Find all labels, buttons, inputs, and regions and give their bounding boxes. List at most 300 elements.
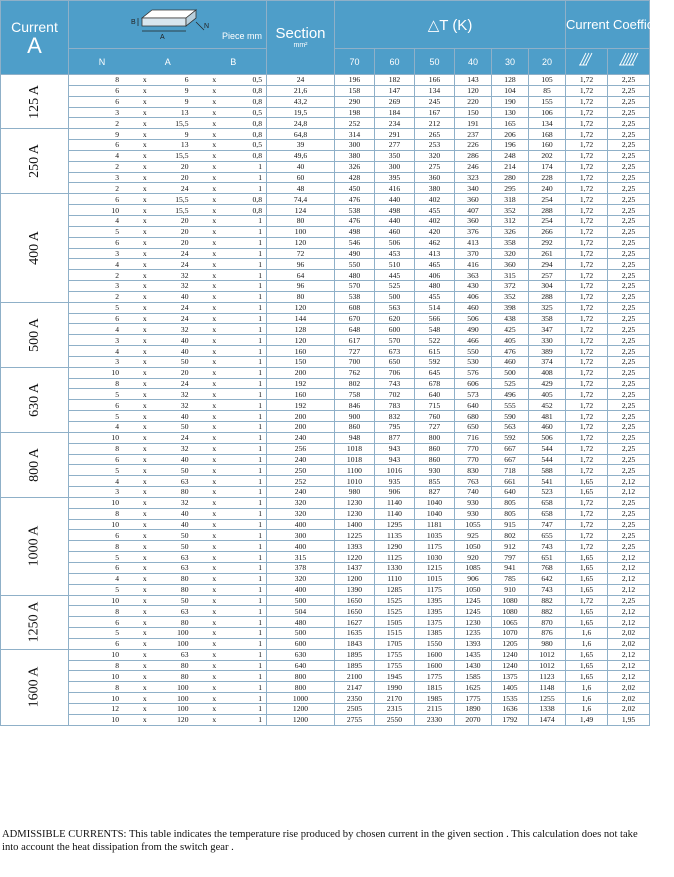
- dt-40-value: 550: [455, 346, 492, 357]
- dt-70-value: 196: [335, 75, 375, 86]
- coef-single-value: 1,72: [566, 595, 608, 606]
- piece-a: 80: [180, 574, 189, 584]
- coef-multi-value: 2,25: [608, 85, 650, 96]
- piece-n: 10: [111, 671, 119, 681]
- piece-a: 120: [177, 715, 189, 725]
- piece-a: 24: [180, 433, 189, 443]
- separator-x: x: [142, 520, 147, 530]
- dt-50-value: 1395: [415, 606, 455, 617]
- dt-20-value: 980: [529, 638, 566, 649]
- piece-dimensions: [69, 649, 267, 660]
- dt-20-value: 1012: [529, 660, 566, 671]
- coef-multi-value: 2,25: [608, 335, 650, 346]
- piece-dimensions: [69, 432, 267, 443]
- piece-dimensions: [69, 400, 267, 411]
- piece-dimensions: [69, 530, 267, 541]
- table-row: [1, 638, 650, 649]
- coef-multi-value: 2,12: [608, 562, 650, 573]
- piece-b: 1: [258, 368, 262, 378]
- separator-x: x: [212, 628, 217, 638]
- separator-x: x: [142, 324, 147, 334]
- table-row: [1, 335, 650, 346]
- separator-x: x: [212, 585, 217, 595]
- separator-x: x: [142, 259, 147, 269]
- dt-30-value: 128: [492, 75, 529, 86]
- separator-x: x: [212, 498, 217, 508]
- table-row: [1, 118, 650, 129]
- coef-multi-value: 2,25: [608, 226, 650, 237]
- dt-30-value: 372: [492, 281, 529, 292]
- dt-20-value: 174: [529, 161, 566, 172]
- dt-50-value: 930: [415, 465, 455, 476]
- section-value: 120: [267, 335, 335, 346]
- piece-dimensions: [69, 291, 267, 302]
- table-body: [1, 75, 650, 726]
- dt-70-value: 428: [335, 172, 375, 183]
- dt-20-value: 254: [529, 194, 566, 205]
- piece-a: 80: [180, 660, 189, 670]
- separator-x: x: [212, 379, 217, 389]
- table-row: [1, 682, 650, 693]
- dt-40-value: 460: [455, 302, 492, 313]
- piece-a: 9: [184, 129, 189, 139]
- separator-x: x: [212, 509, 217, 519]
- current-value: 800 A: [26, 447, 42, 482]
- coef-single-value: 1,72: [566, 226, 608, 237]
- table-row: [1, 443, 650, 454]
- table-row: [1, 291, 650, 302]
- dt-40-value: 930: [455, 508, 492, 519]
- dt-50-value: 1395: [415, 595, 455, 606]
- piece-dimensions: [69, 150, 267, 161]
- dt-60-value: 1515: [375, 628, 415, 639]
- dt-20-value: 134: [529, 118, 566, 129]
- piece-b: 1: [258, 389, 262, 399]
- separator-x: x: [142, 194, 147, 204]
- dt-40-value: 640: [455, 400, 492, 411]
- dt-30-value: 592: [492, 432, 529, 443]
- piece-b: 1: [258, 259, 262, 269]
- separator-x: x: [142, 389, 147, 399]
- piece-b: 0,8: [252, 129, 262, 139]
- section-value: 504: [267, 606, 335, 617]
- separator-x: x: [142, 303, 147, 313]
- coef-single-value: 1,49: [566, 714, 608, 725]
- section-value: 250: [267, 465, 335, 476]
- coef-single-value: 1,72: [566, 541, 608, 552]
- separator-x: x: [142, 346, 147, 356]
- coef-multi-value: 2,12: [608, 660, 650, 671]
- piece-dimensions: [69, 682, 267, 693]
- coef-multi-value: 2,12: [608, 649, 650, 660]
- separator-x: x: [142, 216, 147, 226]
- separator-x: x: [212, 270, 217, 280]
- dt-50-value: 275: [415, 161, 455, 172]
- piece-dimensions: [69, 443, 267, 454]
- piece-dimensions: [69, 118, 267, 129]
- coef-single-value: 1,72: [566, 378, 608, 389]
- separator-x: x: [212, 173, 217, 183]
- piece-dimensions: [69, 367, 267, 378]
- dt-40-value: 370: [455, 248, 492, 259]
- table-row: [1, 346, 650, 357]
- coef-multi-value: 2,25: [608, 389, 650, 400]
- table-row: [1, 508, 650, 519]
- section-unit: mm²: [293, 42, 308, 49]
- table-row: [1, 324, 650, 335]
- dt-20-value: 288: [529, 205, 566, 216]
- piece-n: 6: [115, 238, 119, 248]
- dt-20-value: 651: [529, 552, 566, 563]
- dt-40-value: 925: [455, 530, 492, 541]
- separator-x: x: [142, 151, 147, 161]
- separator-x: x: [142, 313, 147, 323]
- piece-b: 0,8: [252, 205, 262, 215]
- separator-x: x: [212, 162, 217, 172]
- dt-60-value: 1755: [375, 649, 415, 660]
- current-value: 500 A: [26, 317, 42, 352]
- dt-60-value: 1290: [375, 541, 415, 552]
- piece-b: 1: [258, 270, 262, 280]
- col-n-label: N: [98, 56, 106, 67]
- separator-x: x: [212, 574, 217, 584]
- dt-20-value: 105: [529, 75, 566, 86]
- dt-30-value: 1065: [492, 617, 529, 628]
- current-group-label: [1, 595, 69, 649]
- dt-60-value: 2315: [375, 703, 415, 714]
- dt-50-value: 253: [415, 140, 455, 151]
- dt-30-value: 320: [492, 248, 529, 259]
- section-value: 200: [267, 411, 335, 422]
- coef-single-value: 1,6: [566, 682, 608, 693]
- piece-dimensions: [69, 703, 267, 714]
- coef-single-value: 1,6: [566, 638, 608, 649]
- current-group-label: [1, 75, 69, 129]
- piece-a: 40: [180, 411, 189, 421]
- piece-a: 40: [180, 520, 189, 530]
- coef-multi-value: 2,02: [608, 638, 650, 649]
- coef-multi-value: 2,25: [608, 161, 650, 172]
- dt-60-value: 783: [375, 400, 415, 411]
- table-row: [1, 703, 650, 714]
- current-group-label: [1, 432, 69, 497]
- current-value: 630 A: [26, 382, 42, 417]
- dt-60-value: 943: [375, 443, 415, 454]
- table-row: [1, 400, 650, 411]
- section-value: 150: [267, 356, 335, 367]
- dt-40-value: 930: [455, 497, 492, 508]
- dt-30-value: 358: [492, 237, 529, 248]
- coef-single-value: 1,72: [566, 248, 608, 259]
- coef-multi-value: 2,25: [608, 411, 650, 422]
- dt-col-30: 30: [492, 49, 529, 75]
- dt-70-value: 476: [335, 215, 375, 226]
- dt-40-value: 530: [455, 356, 492, 367]
- dt-30-value: 1080: [492, 595, 529, 606]
- coef-single-value: 1,72: [566, 75, 608, 86]
- dt-40-value: 1430: [455, 660, 492, 671]
- dt-30-value: 1240: [492, 660, 529, 671]
- coef-single-value: 1,65: [566, 584, 608, 595]
- dt-50-value: 1030: [415, 552, 455, 563]
- piece-dimensions: [69, 476, 267, 487]
- dt-50-value: 727: [415, 422, 455, 433]
- dt-60-value: 291: [375, 129, 415, 140]
- dt-70-value: 762: [335, 367, 375, 378]
- separator-x: x: [142, 433, 147, 443]
- separator-x: x: [212, 205, 217, 215]
- coef-single-value: 1,6: [566, 628, 608, 639]
- coef-single-value: 1,72: [566, 508, 608, 519]
- dt-40-value: 1585: [455, 671, 492, 682]
- separator-x: x: [212, 238, 217, 248]
- piece-b: 0,5: [252, 75, 262, 85]
- dt-30-value: 405: [492, 335, 529, 346]
- dt-40-value: 1435: [455, 649, 492, 660]
- piece-dimensions: [69, 422, 267, 433]
- piece-label: Piece mm: [221, 31, 262, 41]
- coef-multi-value: 1,95: [608, 714, 650, 725]
- dt-30-value: 910: [492, 584, 529, 595]
- current-unit: A: [27, 32, 42, 58]
- dt-60-value: 877: [375, 432, 415, 443]
- coef-multi-value: 2,25: [608, 291, 650, 302]
- dt-50-value: 1215: [415, 562, 455, 573]
- table-row: [1, 367, 650, 378]
- dt-40-value: 1050: [455, 584, 492, 595]
- separator-x: x: [142, 205, 147, 215]
- piece-n: 8: [115, 509, 119, 519]
- coef-single-value: 1,65: [566, 617, 608, 628]
- piece-n: 3: [115, 173, 119, 183]
- table-row: [1, 422, 650, 433]
- piece-b: 1: [258, 541, 262, 551]
- dt-70-value: 1010: [335, 476, 375, 487]
- piece-a: 6: [184, 75, 189, 85]
- dt-50-value: 1815: [415, 682, 455, 693]
- dt-20-value: 347: [529, 324, 566, 335]
- coef-multi-value: 2,25: [608, 75, 650, 86]
- dt-30-value: 563: [492, 422, 529, 433]
- dt-60-value: 1755: [375, 660, 415, 671]
- coef-single-value: 1,72: [566, 281, 608, 292]
- coef-multi-value: 2,25: [608, 508, 650, 519]
- separator-x: x: [212, 411, 217, 421]
- table-row: [1, 541, 650, 552]
- piece-dimensions: [69, 140, 267, 151]
- piece-b: 1: [258, 183, 262, 193]
- dt-50-value: 1035: [415, 530, 455, 541]
- coef-single-value: 1,72: [566, 454, 608, 465]
- section-value: 80: [267, 215, 335, 226]
- dt-50-value: 566: [415, 313, 455, 324]
- table-row: [1, 237, 650, 248]
- dt-40-value: 770: [455, 443, 492, 454]
- piece-n: 10: [111, 595, 119, 605]
- coef-single-value: 1,72: [566, 335, 608, 346]
- table-row: [1, 671, 650, 682]
- separator-x: x: [142, 183, 147, 193]
- dt-40-value: 1890: [455, 703, 492, 714]
- dt-30-value: 214: [492, 161, 529, 172]
- separator-x: x: [142, 118, 147, 128]
- dt-20-value: 288: [529, 291, 566, 302]
- dt-70-value: 900: [335, 411, 375, 422]
- dt-50-value: 360: [415, 172, 455, 183]
- table-row: [1, 617, 650, 628]
- coef-single-value: 1,72: [566, 259, 608, 270]
- separator-x: x: [142, 97, 147, 107]
- dt-70-value: 1400: [335, 519, 375, 530]
- dt-50-value: 1181: [415, 519, 455, 530]
- dt-30-value: 476: [492, 346, 529, 357]
- current-value: 1250 A: [26, 601, 42, 643]
- dt-20-value: 408: [529, 367, 566, 378]
- section-value: 256: [267, 443, 335, 454]
- piece-n: 5: [115, 303, 119, 313]
- separator-x: x: [142, 639, 147, 649]
- piece-dimensions: [69, 573, 267, 584]
- piece-b: 1: [258, 324, 262, 334]
- piece-b: 1: [258, 454, 262, 464]
- table-row: [1, 432, 650, 443]
- dt-30-value: 295: [492, 183, 529, 194]
- dt-40-value: 606: [455, 378, 492, 389]
- piece-a: 15,5: [175, 194, 189, 204]
- dt-40-value: 323: [455, 172, 492, 183]
- coef-multi-value: 2,25: [608, 205, 650, 216]
- piece-n: 4: [115, 346, 119, 356]
- dt-60-value: 440: [375, 215, 415, 226]
- separator-x: x: [142, 487, 147, 497]
- dt-30-value: 425: [492, 324, 529, 335]
- current-group-label: [1, 129, 69, 194]
- piece-b: 0,8: [252, 86, 262, 96]
- dt-70-value: 2147: [335, 682, 375, 693]
- coef-single-value: 1,72: [566, 107, 608, 118]
- piece-dimensions: [69, 465, 267, 476]
- dt-20-value: 429: [529, 378, 566, 389]
- piece-dimensions: [69, 281, 267, 292]
- dt-20-value: 325: [529, 302, 566, 313]
- piece-b: 1: [258, 487, 262, 497]
- dt-20-value: 882: [529, 595, 566, 606]
- piece-a: 40: [180, 346, 189, 356]
- piece-a: 100: [177, 704, 189, 714]
- dt-70-value: 326: [335, 161, 375, 172]
- dt-30-value: 165: [492, 118, 529, 129]
- section-value: 192: [267, 378, 335, 389]
- dt-50-value: 1375: [415, 617, 455, 628]
- piece-n: 6: [115, 617, 119, 627]
- separator-x: x: [212, 346, 217, 356]
- dt-70-value: 1018: [335, 443, 375, 454]
- piece-b: 1: [258, 693, 262, 703]
- coef-multi-value: 2,25: [608, 259, 650, 270]
- separator-x: x: [212, 671, 217, 681]
- coef-multi-value: 2,12: [608, 476, 650, 487]
- separator-x: x: [212, 129, 217, 139]
- dt-20-value: 460: [529, 422, 566, 433]
- multi-bar-icon: [608, 49, 650, 75]
- dt-30-value: 326: [492, 226, 529, 237]
- section-value: 39: [267, 140, 335, 151]
- coef-multi-value: 2,25: [608, 324, 650, 335]
- dt-40-value: 506: [455, 313, 492, 324]
- section-value: 240: [267, 432, 335, 443]
- piece-dimensions: [69, 617, 267, 628]
- table-row: [1, 194, 650, 205]
- separator-x: x: [142, 411, 147, 421]
- piece-b: 1: [258, 346, 262, 356]
- coefficient-header: Current Coefficient: [566, 1, 650, 49]
- current-value: 1600 A: [26, 666, 42, 708]
- separator-x: x: [212, 650, 217, 660]
- dt-50-value: 1385: [415, 628, 455, 639]
- piece-dimensions: [69, 693, 267, 704]
- dt-70-value: 480: [335, 270, 375, 281]
- coef-single-value: 1,72: [566, 172, 608, 183]
- piece-a: 24: [180, 313, 189, 323]
- dt-20-value: 870: [529, 617, 566, 628]
- piece-a: 63: [180, 563, 189, 573]
- dt-50-value: 465: [415, 259, 455, 270]
- separator-x: x: [142, 248, 147, 258]
- dt-60-value: 1295: [375, 519, 415, 530]
- dt-20-value: 655: [529, 530, 566, 541]
- coef-multi-value: 2,12: [608, 617, 650, 628]
- dt-70-value: 617: [335, 335, 375, 346]
- current-group-label: [1, 367, 69, 432]
- piece-n: 4: [115, 151, 119, 161]
- dt-60-value: 1140: [375, 497, 415, 508]
- bar-n-label: N: [204, 23, 210, 30]
- coef-multi-value: 2,25: [608, 465, 650, 476]
- dt-70-value: 1895: [335, 649, 375, 660]
- piece-b: 1: [258, 552, 262, 562]
- dt-60-value: 563: [375, 302, 415, 313]
- dt-30-value: 915: [492, 519, 529, 530]
- piece-b: 1: [258, 530, 262, 540]
- dt-30-value: 460: [492, 356, 529, 367]
- piece-b: 1: [258, 303, 262, 313]
- coef-multi-value: 2,02: [608, 682, 650, 693]
- dt-20-value: 106: [529, 107, 566, 118]
- piece-a: 40: [180, 292, 189, 302]
- piece-b: 1: [258, 498, 262, 508]
- piece-b: 1: [258, 704, 262, 714]
- dt-70-value: 2350: [335, 693, 375, 704]
- section-value: 480: [267, 617, 335, 628]
- separator-x: x: [212, 595, 217, 605]
- section-value: 72: [267, 248, 335, 259]
- dt-30-value: 1070: [492, 628, 529, 639]
- separator-x: x: [142, 682, 147, 692]
- piece-b: 0,5: [252, 140, 262, 150]
- section-value: 24,8: [267, 118, 335, 129]
- piece-dimensions: [69, 389, 267, 400]
- dt-70-value: 1650: [335, 595, 375, 606]
- dt-20-value: 292: [529, 237, 566, 248]
- piece-b: 1: [258, 411, 262, 421]
- table-row: [1, 519, 650, 530]
- piece-dimensions: [69, 324, 267, 335]
- dt-70-value: 727: [335, 346, 375, 357]
- dt-20-value: 389: [529, 346, 566, 357]
- piece-a: 20: [180, 368, 189, 378]
- separator-x: x: [142, 270, 147, 280]
- dt-70-value: 538: [335, 291, 375, 302]
